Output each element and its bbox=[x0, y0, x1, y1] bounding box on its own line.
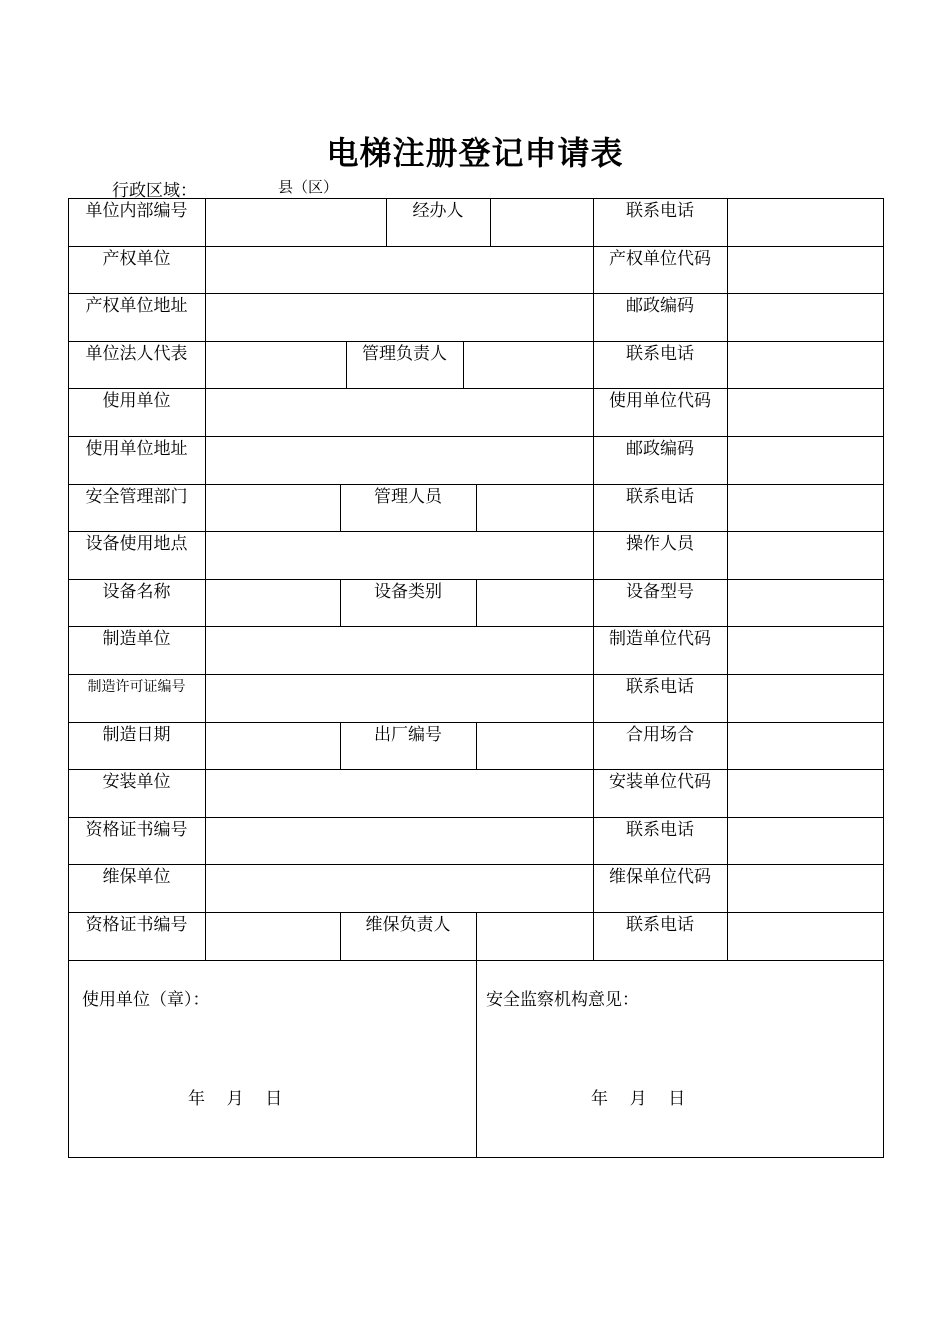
field-label: 设备使用地点 bbox=[85, 534, 188, 555]
field-label: 联系电话 bbox=[626, 819, 694, 840]
field-label: 制造日期 bbox=[102, 724, 171, 745]
field-label: 安装单位 bbox=[102, 772, 171, 793]
column-divider bbox=[476, 722, 477, 770]
field-label: 合用场合 bbox=[626, 724, 694, 745]
region-suffix: 县（区） bbox=[278, 178, 339, 196]
supervision-date: 年 月 日 bbox=[591, 1089, 686, 1109]
field-label: 联系电话 bbox=[626, 201, 694, 221]
field-label: 使用单位 bbox=[102, 391, 171, 412]
field-label: 产权单位地址 bbox=[85, 296, 188, 317]
field-label: 制造单位代码 bbox=[609, 629, 711, 650]
column-divider bbox=[476, 579, 477, 627]
column-divider bbox=[463, 341, 464, 389]
supervision-opinion-label: 安全监察机构意见： bbox=[486, 990, 639, 1010]
column-divider bbox=[727, 198, 728, 960]
field-label: 管理负责人 bbox=[362, 343, 447, 364]
column-divider bbox=[205, 198, 206, 960]
field-label: 单位法人代表 bbox=[85, 343, 188, 364]
field-label: 使用单位代码 bbox=[609, 391, 711, 412]
column-divider bbox=[476, 484, 477, 532]
column-divider bbox=[490, 198, 491, 246]
user-unit-date: 年 月 日 bbox=[188, 1089, 283, 1109]
field-label: 使用单位地址 bbox=[85, 439, 188, 459]
region-label: 行政区域： bbox=[112, 181, 197, 201]
form-title: 电梯注册登记申请表 bbox=[326, 134, 624, 172]
field-label: 维保单位 bbox=[102, 867, 171, 888]
user-unit-seal-label: 使用单位（章）： bbox=[82, 990, 210, 1010]
field-label: 资格证书编号 bbox=[85, 819, 188, 840]
field-label: 管理人员 bbox=[374, 486, 442, 507]
field-label: 安装单位代码 bbox=[609, 772, 711, 793]
field-label: 联系电话 bbox=[626, 486, 694, 507]
field-label: 维保负责人 bbox=[365, 915, 451, 935]
field-label: 经办人 bbox=[412, 201, 464, 221]
field-label: 产权单位 bbox=[102, 248, 171, 269]
field-label: 资格证书编号 bbox=[85, 915, 188, 935]
field-label: 邮政编码 bbox=[626, 296, 694, 317]
field-label: 安全管理部门 bbox=[85, 486, 188, 507]
field-label: 设备名称 bbox=[102, 581, 171, 602]
field-label: 维保单位代码 bbox=[609, 867, 711, 888]
field-label: 联系电话 bbox=[626, 343, 694, 364]
column-divider bbox=[476, 912, 477, 960]
field-label: 制造单位 bbox=[102, 629, 171, 650]
field-label: 设备型号 bbox=[626, 581, 694, 602]
field-label: 单位内部编号 bbox=[85, 201, 188, 221]
field-label: 邮政编码 bbox=[626, 439, 694, 459]
field-label: 产权单位代码 bbox=[609, 248, 711, 269]
field-label: 联系电话 bbox=[626, 677, 694, 697]
field-label: 设备类别 bbox=[374, 581, 442, 602]
field-label: 出厂编号 bbox=[374, 724, 442, 745]
field-label: 制造许可证编号 bbox=[87, 679, 186, 695]
field-label: 操作人员 bbox=[626, 534, 694, 555]
column-divider bbox=[476, 960, 477, 1158]
field-label: 联系电话 bbox=[626, 915, 694, 935]
